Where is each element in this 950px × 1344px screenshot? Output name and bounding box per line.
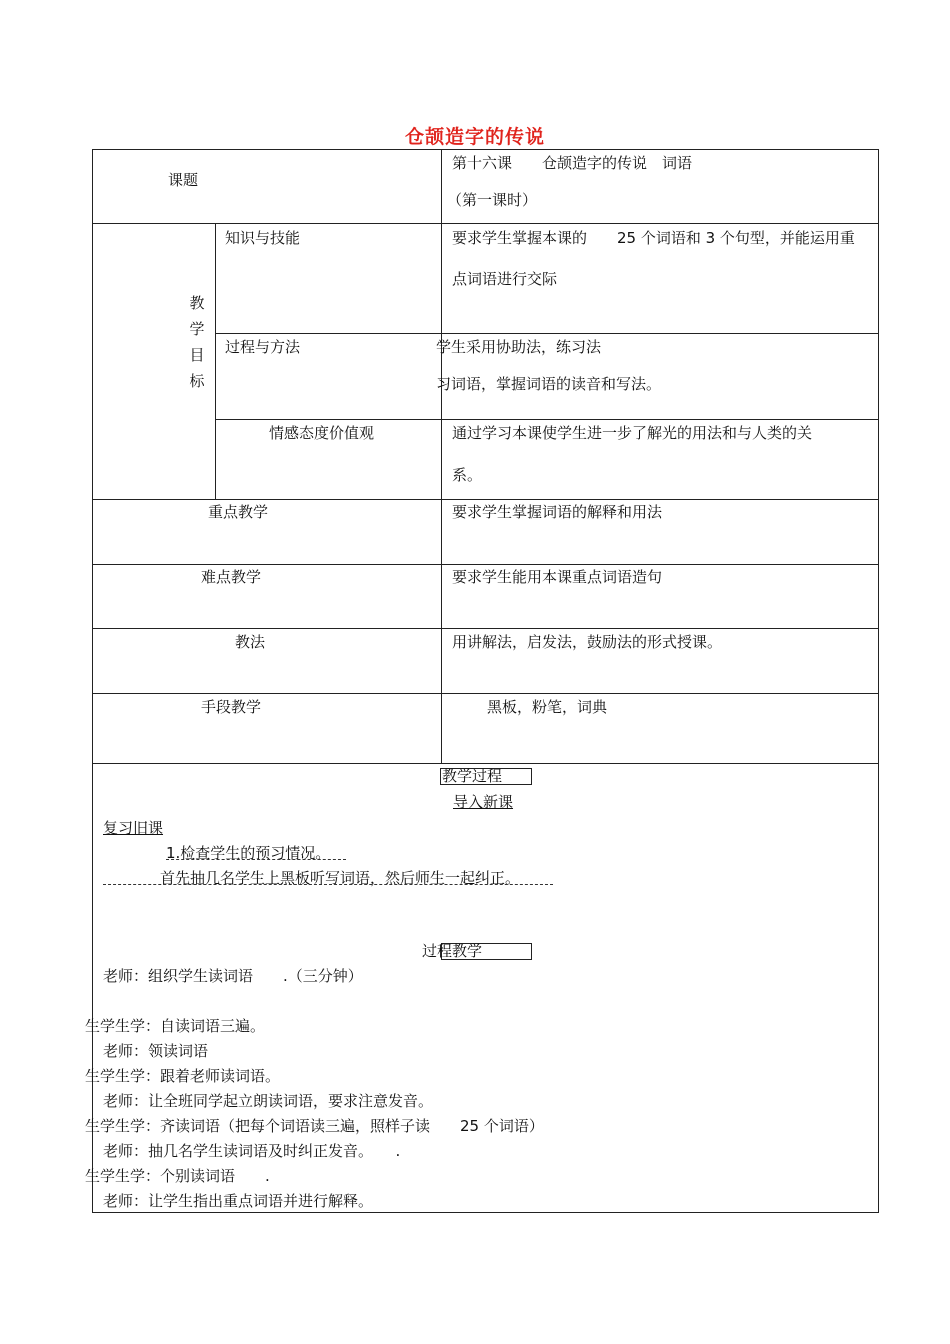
step-line: 老师：让全班同学起立朗读词语，要求注意发音。	[103, 1092, 434, 1110]
review-item-1: 1.检查学生的预习情况。	[166, 844, 331, 862]
step-line: 生学生学：自读词语三遍。	[85, 1017, 266, 1035]
process-label: 过程与方法	[225, 338, 301, 356]
topic-value-sub: （第一课时）	[447, 191, 538, 209]
table-rule	[92, 564, 879, 565]
method-label: 教法	[235, 633, 266, 651]
step-line: 生学生学：个别读词语 .	[85, 1167, 270, 1185]
key-point-label: 重点教学	[208, 503, 269, 521]
table-rule	[92, 628, 879, 629]
underline-rule	[166, 859, 346, 860]
topic-label: 课题	[168, 171, 199, 189]
step-line: 老师：让学生指出重点词语并进行解释。	[103, 1192, 374, 1210]
review-heading: 复习旧课	[103, 819, 164, 837]
means-value: 黑板，粉笔，词典	[487, 698, 608, 716]
emotion-label: 情感态度价值观	[269, 424, 375, 442]
process-value-cont: 习词语，掌握词语的读音和写法。	[436, 375, 662, 393]
knowledge-value-cont: 点词语进行交际	[452, 270, 558, 288]
difficulty-label: 难点教学	[201, 568, 262, 586]
process-heading: 教学过程	[442, 767, 503, 785]
goals-label	[187, 290, 207, 394]
emotion-value-cont: 系。	[452, 466, 483, 484]
step-line: 老师：组织学生读词语 .（三分钟）	[103, 967, 363, 985]
step-line: 老师：领读词语	[103, 1042, 209, 1060]
method-value: 用讲解法，启发法，鼓励法的形式授课。	[452, 633, 723, 651]
topic-value: 第十六课 仓颉造字的传说 词语	[452, 154, 693, 172]
table-rule	[92, 499, 879, 500]
step-line: 生学生学：齐读词语（把每个词语读三遍，照样子读 25 个词语）	[85, 1117, 544, 1135]
step-line: 老师：抽几名学生读词语及时纠正发音。 .	[103, 1142, 401, 1160]
table-rule	[92, 223, 879, 224]
difficulty-value: 要求学生能用本课重点词语造句	[452, 568, 663, 586]
goals-label-char: 学	[189, 320, 205, 338]
key-point-value: 要求学生掌握词语的解释和用法	[452, 503, 663, 521]
table-rule	[92, 693, 879, 694]
table-rule	[441, 149, 442, 763]
goals-label-char: 标	[189, 372, 205, 390]
lesson-plan-table	[92, 149, 879, 1213]
process-value: 学生采用协助法，练习法	[436, 338, 602, 356]
document-title: 仓颉造字的传说	[404, 126, 545, 148]
emotion-value: 通过学习本课使学生进一步了解光的用法和与人类的关	[452, 424, 813, 442]
table-rule	[215, 223, 216, 499]
intro-heading: 导入新课	[453, 793, 514, 811]
knowledge-value: 要求学生掌握本课的 25 个词语和 3 个句型，并能运用重	[452, 229, 855, 247]
knowledge-label: 知识与技能	[225, 229, 301, 247]
review-item-2: 首先抽几名学生上黑板听写词语，然后师生一起纠正。	[160, 869, 521, 887]
table-rule	[215, 333, 879, 334]
table-rule	[215, 419, 879, 420]
goals-label-char: 目	[189, 346, 205, 364]
underline-rule	[103, 884, 553, 885]
goals-label-char: 教	[189, 294, 205, 312]
sub-heading: 过程教学	[422, 942, 483, 960]
step-line: 生学生学：跟着老师读词语。	[85, 1067, 281, 1085]
table-rule	[92, 763, 879, 764]
means-label: 手段教学	[201, 698, 262, 716]
